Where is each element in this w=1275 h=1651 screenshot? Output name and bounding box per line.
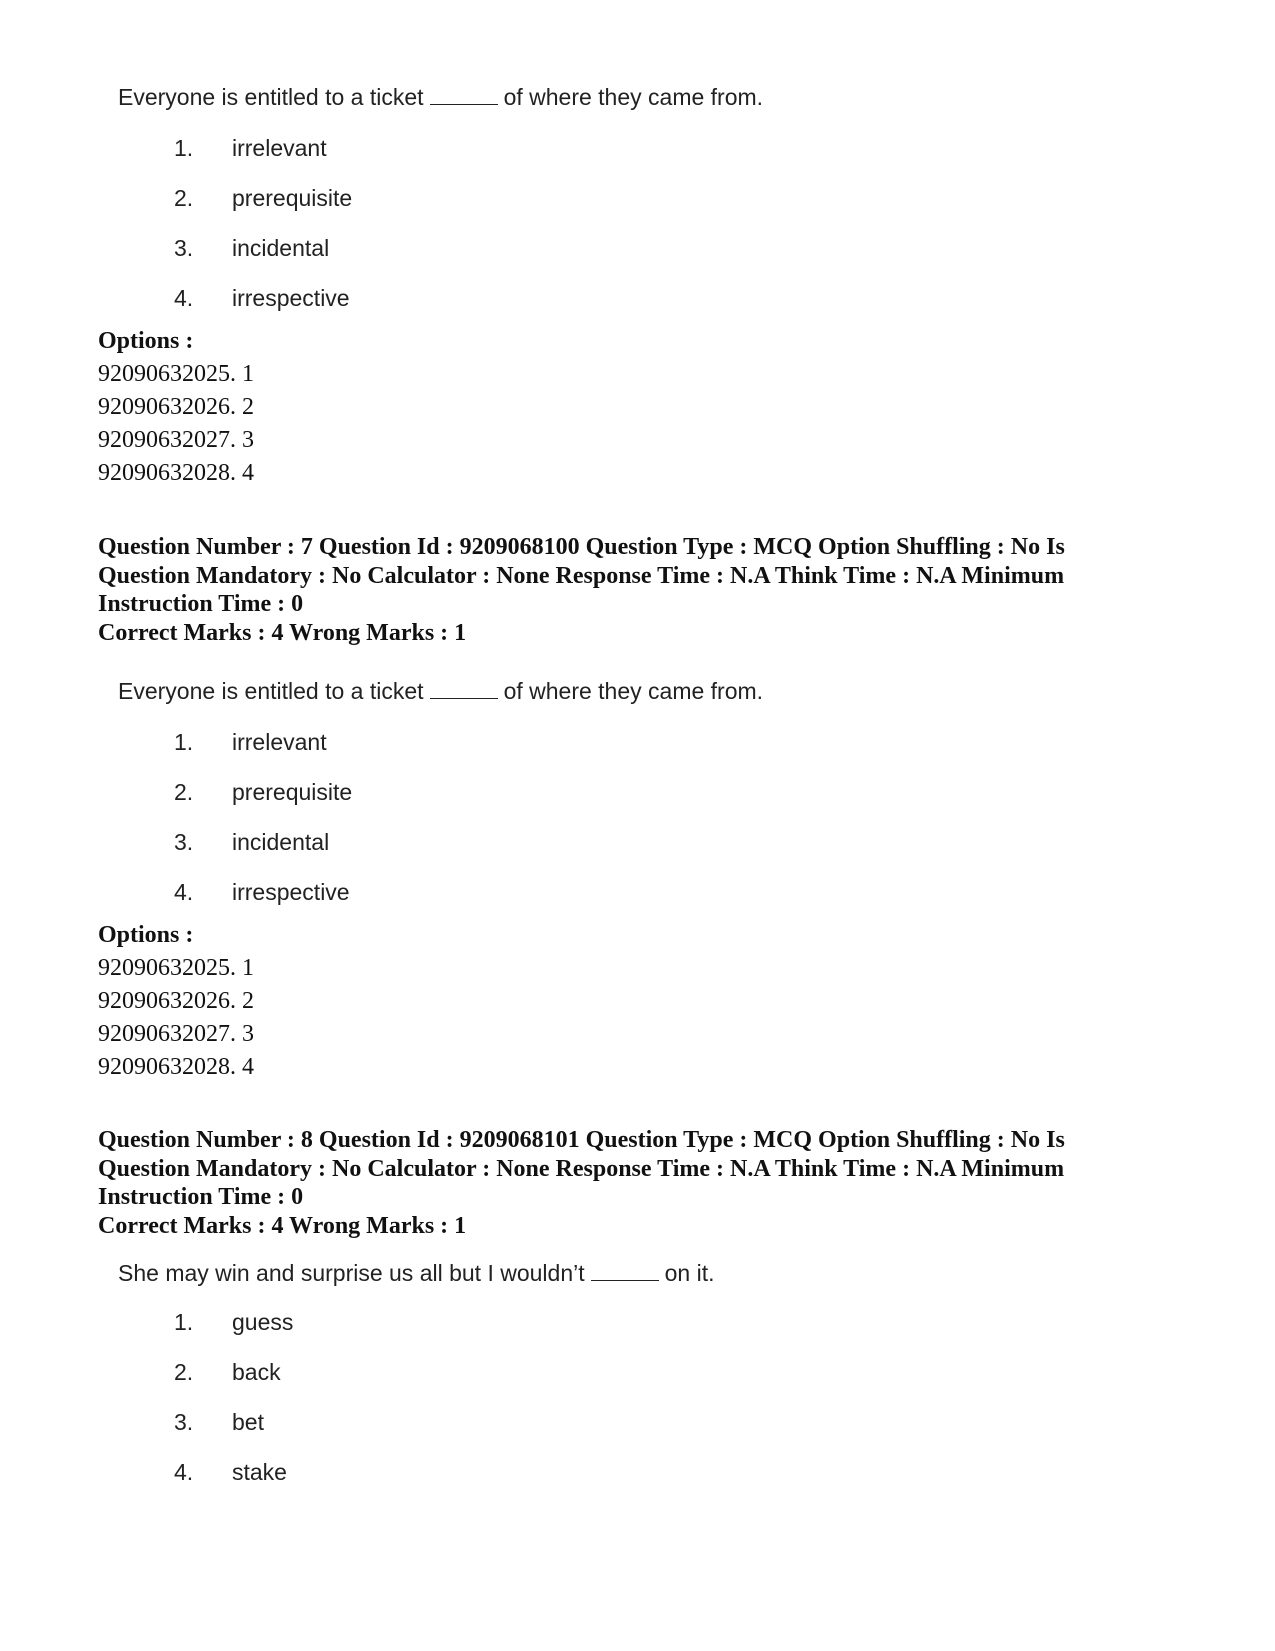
- choice-item: 2. prerequisite: [174, 185, 353, 211]
- choice-item: 2. back: [174, 1359, 281, 1385]
- choice-item: 3. incidental: [174, 235, 330, 261]
- question-stem: [118, 84, 763, 111]
- option-line: 92090632027. 3: [98, 1021, 254, 1047]
- question-marks: Correct Marks : 4 Wrong Marks : 1: [98, 620, 467, 646]
- choice-item: 1. irrelevant: [174, 135, 327, 161]
- options-heading: Options :: [98, 328, 194, 354]
- option-line: 92090632026. 2: [98, 988, 254, 1014]
- question-stem: [118, 1260, 715, 1287]
- choice-item: 4. stake: [174, 1459, 287, 1485]
- choice-item: 1. guess: [174, 1309, 294, 1335]
- answer-blank: [430, 86, 498, 105]
- question-meta: Question Number : 7 Question Id : 9209068100 Question Type : MCQ Option Shuffling : No Is Question Mandatory : No Calculator : None Response Time : N.A Think Time : N.A Minimum Instruction Time : 0: [98, 534, 1065, 617]
- answer-blank: [591, 1262, 659, 1281]
- options-heading: Options :: [98, 922, 194, 948]
- option-line: 92090632028. 4: [98, 1054, 254, 1080]
- stem-text-after: on it.: [664, 1260, 715, 1286]
- choice-item: 3. bet: [174, 1409, 264, 1435]
- choice-item: 2. prerequisite: [174, 779, 353, 805]
- option-line: 92090632025. 1: [98, 361, 254, 387]
- option-line: 92090632028. 4: [98, 460, 254, 486]
- choice-item: 3. incidental: [174, 829, 330, 855]
- choice-item: 1. irrelevant: [174, 729, 327, 755]
- stem-text-after: of where they came from.: [503, 84, 764, 110]
- answer-blank: [430, 680, 498, 699]
- option-line: 92090632025. 1: [98, 955, 254, 981]
- stem-text-before: Everyone is entitled to a ticket: [118, 678, 424, 704]
- stem-text-after: of where they came from.: [503, 678, 764, 704]
- question-marks: Correct Marks : 4 Wrong Marks : 1: [98, 1213, 467, 1239]
- choice-item: 4. irrespective: [174, 285, 350, 311]
- choice-item: 4. irrespective: [174, 879, 350, 905]
- question-stem: [118, 678, 763, 705]
- option-line: 92090632027. 3: [98, 427, 254, 453]
- stem-text-before: Everyone is entitled to a ticket: [118, 84, 424, 110]
- stem-text-before: She may win and surprise us all but I wouldn’t: [118, 1260, 585, 1286]
- question-meta: Question Number : 8 Question Id : 9209068101 Question Type : MCQ Option Shuffling : No Is Question Mandatory : No Calculator : None Response Time : N.A Think Time : N.A Minimum Instruction Time : 0: [98, 1127, 1065, 1210]
- option-line: 92090632026. 2: [98, 394, 254, 420]
